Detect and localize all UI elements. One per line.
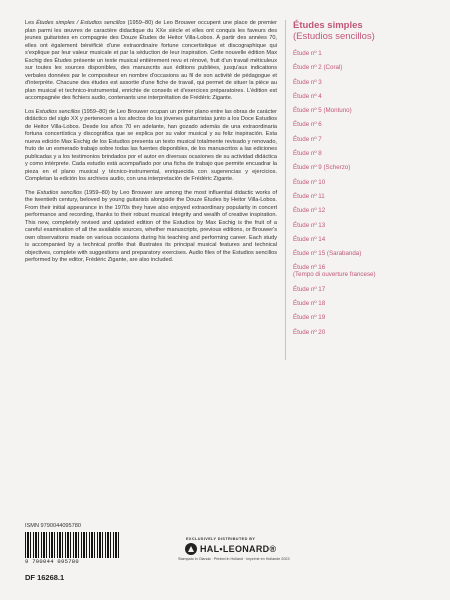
distributor-label: EXCLUSIVELY DISTRIBUTED BY (186, 537, 256, 541)
para-italic-title: Études simples / Estudios sencillos (36, 20, 126, 26)
track-item-subtitle: (Tempo di ouverture francese) (293, 271, 376, 279)
track-item: Étude nº 19 (293, 314, 326, 322)
track-item: Étude nº 1 (293, 50, 322, 57)
paragraph-spanish (25, 109, 277, 184)
track-item: Étude nº 8 (293, 150, 322, 158)
track-item: Étude nº 9 (Scherzo) (293, 164, 351, 172)
para-lead: Los (25, 108, 36, 115)
track-item: Étude nº 3 (293, 78, 322, 86)
publisher-name: HAL•LEONARD® (200, 544, 277, 554)
paragraph-french (25, 20, 277, 103)
para-italic-title: Estudios sencillos (35, 108, 81, 115)
para-italic-title: Estudios sencillos (36, 189, 82, 196)
track-item: Étude nº 16 (293, 264, 326, 272)
description-column (25, 20, 277, 271)
track-item: Étude nº 14 (293, 235, 326, 243)
hal-leonard-logo-icon (185, 543, 197, 555)
track-list (293, 50, 433, 336)
contents-subtitle: (Estudios sencillos) (293, 31, 375, 42)
track-item: Étude nº 7 (293, 135, 322, 143)
track-item: Étude nº 10 (293, 178, 326, 186)
track-item: Étude nº 6 (293, 121, 322, 129)
contents-title: Études simples (293, 20, 363, 31)
paragraph-english (25, 190, 277, 265)
para-lead: The (25, 189, 37, 196)
track-item: Étude nº 17 (293, 285, 326, 293)
track-item: Étude nº 15 (Sarabanda) (293, 250, 362, 258)
publisher-logo (185, 543, 276, 555)
track-item: Étude nº 4 (293, 92, 322, 100)
para-lead: Les (25, 20, 37, 26)
ismn-number: ISMN 9790044095780 (25, 523, 81, 529)
track-item: Étude nº 13 (293, 221, 326, 229)
printed-in-label: Stampato in Olanda · Printed in Holland · Imprimé en Hollande 2023 (178, 557, 290, 561)
track-item: Étude nº 2 (Coral) (293, 64, 343, 72)
contents-column (293, 20, 433, 343)
column-divider (285, 20, 286, 360)
barcode (25, 532, 120, 560)
barcode-digits: 9 790044 095780 (25, 558, 125, 565)
track-item: Étude nº 18 (293, 300, 326, 308)
para-text: (1959–80) de Leo Brouwer ocupan un primer plano entre las obras de carácter didáctico del siglo XX y pertenecen a los afectos de los jóvenes guitarristas junto a los Doce Estudios de Heitor Villa-Lobos. Desde los años 70 en adelante, han gozado además de una extraordinaria fortuna concertística y discográfica que se explica por su valor musical y su feliz inspiración. Esta nueva edición Max Eschig de los Estudios presenta un texto musical totalmente revisado y renovado, fruto de un esmerado trabajo sobre todas las fuentes disponibles, de los manuscritos a las ediciones publicadas y a los testimonios brindados por el autor en diversas ocasiones de su actividad didáctica y como intérprete. Cada estudio está acompañado por una ficha de trabajo que permite encuadrar la pieza en el plano musical y técnico-instrumental, enriquecida con sugerencias y ejercicios. Completan la edición los archivos audio, con una interpretación de Frédéric Zigante. (25, 108, 277, 182)
catalog-number: DF 16268.1 (25, 573, 65, 582)
track-item: Étude nº 12 (293, 207, 326, 215)
para-text: (1959–80) by Leo Brouwer are among the most influential didactic works of the twentieth century, beloved by young guitarists alongside the Douze Études by Heitor Villa-Lobos. From their initial appearance in the 1970s they have also enjoyed extraordinary popularity in concert performance and recording, thanks to their robust musical integrity and wealth of creative inspiration. This new, completely revised and updated edition of the Estudios by Max Eschig is the fruit of a careful examination of all the available sources, whether manuscripts, previous editions, or Brouwer's own observations made on various occasions during his teaching and performing career. Each study is accompanied by a technical profile that illustrates its principal musical features and technical objectives, complete with suggestions and preparatory exercises. Audio files of the Estudios sencillos performed by the editor, Frédéric Zigante, are also included. (25, 189, 277, 263)
track-item: Étude nº 20 (293, 328, 326, 336)
track-item: Étude nº 5 (Montuno) (293, 107, 352, 115)
para-text: (1959–80) de Leo Brouwer occupent une place de premier plan parmi les œuvres de caractère didactique du XXe siècle et elles ont conquis les faveurs des jeunes guitaristes en compagnie des Douze Études de Heitor Villa-Lobos. À partir des années 70, elles ont également bénéficié d'une extraordinaire fortune concertistique et discographique qui s'explique par leur valeur musicale et par la séduction de leur inspiration. Cette nouvelle édition Max Eschig des Études présente un texte musical entièrement revu et rénové, fruit d'un travail méticuleux sur toutes les sources disponibles, des manuscrits aux éditions publiées, jusqu'aux indications verbales données par le compositeur en nombre d'occasions au fil de son activité de pédagogue et d'interprète. Chacune des études est assortie d'une fiche de travail, qui permet de situer la pièce au plan musical et technico-instrumental, enrichie de conseils et d'exercices préparatoires. L'édition est accompagnée des fichiers audio, contenants une interprétation de Frédéric Zigante. (25, 20, 277, 101)
track-item: Étude nº 11 (293, 192, 325, 200)
